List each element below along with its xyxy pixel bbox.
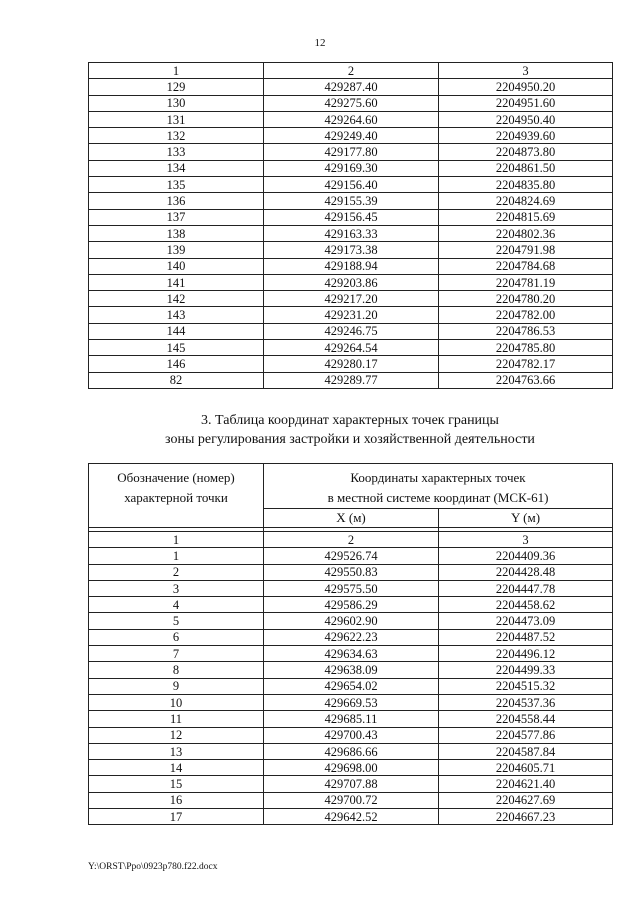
y-coordinate-cell: 2204950.20	[439, 79, 613, 95]
table-row	[89, 307, 613, 323]
table-row	[89, 580, 613, 596]
table-row	[89, 776, 613, 792]
table-row	[89, 613, 613, 629]
y-coordinate-cell: 2204458.62	[439, 597, 613, 613]
section-title-line-2: зоны регулирования застройки и хозяйственной деятельности	[165, 432, 535, 447]
point-number-cell: 136	[89, 193, 264, 209]
y-coordinate-cell: 2204428.48	[439, 564, 613, 580]
point-number-cell: 131	[89, 111, 264, 127]
table-row	[89, 678, 613, 694]
x-coordinate-cell: 429287.40	[264, 79, 439, 95]
header-text: Координаты характерных точек	[350, 470, 526, 485]
y-coordinate-cell: 2204824.69	[439, 193, 613, 209]
point-number-cell: 129	[89, 79, 264, 95]
x-coordinate-cell: 429246.75	[264, 323, 439, 339]
table-row	[89, 760, 613, 776]
point-number-cell: 6	[89, 629, 264, 645]
point-number-cell: 1	[89, 548, 264, 564]
table-row	[89, 291, 613, 307]
point-number-cell: 4	[89, 597, 264, 613]
table-row	[89, 646, 613, 662]
y-coordinate-cell: 2204621.40	[439, 776, 613, 792]
x-coordinate-cell: 429173.38	[264, 242, 439, 258]
table-row	[89, 372, 613, 388]
y-coordinate-cell: 2204782.17	[439, 356, 613, 372]
point-number-cell: 82	[89, 372, 264, 388]
point-designation-header	[89, 464, 264, 528]
y-coordinate-cell: 2204780.20	[439, 291, 613, 307]
table-row	[89, 79, 613, 95]
y-coordinate-cell: 2204950.40	[439, 111, 613, 127]
x-coordinate-cell: 429264.54	[264, 340, 439, 356]
table-row	[89, 95, 613, 111]
table-row	[89, 792, 613, 808]
y-coordinate-cell: 2204473.09	[439, 613, 613, 629]
table-row	[89, 209, 613, 225]
point-number-cell: 17	[89, 809, 264, 825]
column-number-1: 1	[89, 63, 264, 79]
point-number-cell: 140	[89, 258, 264, 274]
x-header: X (м)	[264, 509, 439, 528]
point-number-cell: 2	[89, 564, 264, 580]
y-coordinate-cell: 2204861.50	[439, 160, 613, 176]
table-header-row	[89, 63, 613, 79]
x-coordinate-cell: 429634.63	[264, 646, 439, 662]
column-number-1: 1	[89, 532, 264, 548]
table-row	[89, 694, 613, 710]
y-coordinate-cell: 2204515.32	[439, 678, 613, 694]
table-row	[89, 177, 613, 193]
x-coordinate-cell: 429156.40	[264, 177, 439, 193]
table-header-row	[89, 464, 613, 509]
table-body	[89, 548, 613, 825]
x-coordinate-cell: 429602.90	[264, 613, 439, 629]
point-number-cell: 16	[89, 792, 264, 808]
y-coordinate-cell: 2204835.80	[439, 177, 613, 193]
y-coordinate-cell: 2204785.80	[439, 340, 613, 356]
point-number-cell: 144	[89, 323, 264, 339]
point-number-cell: 10	[89, 694, 264, 710]
point-number-cell: 135	[89, 177, 264, 193]
point-number-cell: 143	[89, 307, 264, 323]
table-row	[89, 144, 613, 160]
table-row	[89, 258, 613, 274]
y-coordinate-cell: 2204815.69	[439, 209, 613, 225]
x-coordinate-cell: 429289.77	[264, 372, 439, 388]
x-coordinate-cell: 429686.66	[264, 743, 439, 759]
y-coordinate-cell: 2204784.68	[439, 258, 613, 274]
x-coordinate-cell: 429685.11	[264, 711, 439, 727]
x-coordinate-cell: 429275.60	[264, 95, 439, 111]
x-coordinate-cell: 429638.09	[264, 662, 439, 678]
y-coordinate-cell: 2204587.84	[439, 743, 613, 759]
table-row	[89, 128, 613, 144]
table-row	[89, 711, 613, 727]
table-row	[89, 356, 613, 372]
column-numbering-row	[89, 532, 613, 548]
header-text: Обозначение (номер)	[117, 470, 235, 485]
section-title-line-1: 3. Таблица координат характерных точек границы	[201, 413, 499, 428]
y-coordinate-cell: 2204951.60	[439, 95, 613, 111]
column-number-2: 2	[264, 532, 439, 548]
x-coordinate-cell: 429169.30	[264, 160, 439, 176]
table-row	[89, 564, 613, 580]
point-number-cell: 130	[89, 95, 264, 111]
table-row	[89, 242, 613, 258]
header-text: характерной точки	[124, 490, 228, 505]
x-coordinate-cell: 429280.17	[264, 356, 439, 372]
x-coordinate-cell: 429231.20	[264, 307, 439, 323]
point-number-cell: 133	[89, 144, 264, 160]
point-number-cell: 5	[89, 613, 264, 629]
y-coordinate-cell: 2204496.12	[439, 646, 613, 662]
y-coordinate-cell: 2204447.78	[439, 580, 613, 596]
y-coordinate-cell: 2204802.36	[439, 225, 613, 241]
x-coordinate-cell: 429249.40	[264, 128, 439, 144]
table-row	[89, 340, 613, 356]
x-coordinate-cell: 429586.29	[264, 597, 439, 613]
table-row	[89, 597, 613, 613]
point-number-cell: 12	[89, 727, 264, 743]
point-number-cell: 137	[89, 209, 264, 225]
x-coordinate-cell: 429550.83	[264, 564, 439, 580]
y-coordinate-cell: 2204763.66	[439, 372, 613, 388]
table-row	[89, 548, 613, 564]
point-number-cell: 3	[89, 580, 264, 596]
y-coordinate-cell: 2204537.36	[439, 694, 613, 710]
point-number-cell: 141	[89, 274, 264, 290]
point-number-cell: 142	[89, 291, 264, 307]
y-coordinate-cell: 2204558.44	[439, 711, 613, 727]
table-row	[89, 629, 613, 645]
page-number: 12	[314, 37, 326, 49]
y-coordinate-cell: 2204627.69	[439, 792, 613, 808]
x-coordinate-cell: 429700.43	[264, 727, 439, 743]
table-row	[89, 193, 613, 209]
x-coordinate-cell: 429526.74	[264, 548, 439, 564]
point-number-cell: 9	[89, 678, 264, 694]
x-coordinate-cell: 429155.39	[264, 193, 439, 209]
x-coordinate-cell: 429622.23	[264, 629, 439, 645]
table-row	[89, 743, 613, 759]
x-coordinate-cell: 429642.52	[264, 809, 439, 825]
x-coordinate-cell: 429217.20	[264, 291, 439, 307]
point-number-cell: 7	[89, 646, 264, 662]
point-number-cell: 145	[89, 340, 264, 356]
point-number-cell: 138	[89, 225, 264, 241]
point-number-cell: 14	[89, 760, 264, 776]
column-number-2: 2	[264, 63, 439, 79]
column-number-3: 3	[439, 532, 613, 548]
y-coordinate-cell: 2204409.36	[439, 548, 613, 564]
column-number-3: 3	[439, 63, 613, 79]
x-coordinate-cell: 429669.53	[264, 694, 439, 710]
table-row	[89, 111, 613, 127]
y-coordinate-cell: 2204939.60	[439, 128, 613, 144]
table-row	[89, 160, 613, 176]
table-row	[89, 274, 613, 290]
x-coordinate-cell: 429654.02	[264, 678, 439, 694]
point-number-cell: 139	[89, 242, 264, 258]
x-coordinate-cell: 429700.72	[264, 792, 439, 808]
y-coordinate-cell: 2204667.23	[439, 809, 613, 825]
y-coordinate-cell: 2204605.71	[439, 760, 613, 776]
y-coordinate-cell: 2204781.19	[439, 274, 613, 290]
y-coordinate-cell: 2204487.52	[439, 629, 613, 645]
point-number-cell: 132	[89, 128, 264, 144]
point-number-cell: 146	[89, 356, 264, 372]
point-number-cell: 13	[89, 743, 264, 759]
y-coordinate-cell: 2204791.98	[439, 242, 613, 258]
x-coordinate-cell: 429177.80	[264, 144, 439, 160]
point-number-cell: 134	[89, 160, 264, 176]
table-row	[89, 727, 613, 743]
y-coordinate-cell: 2204782.00	[439, 307, 613, 323]
y-coordinate-cell: 2204873.80	[439, 144, 613, 160]
point-number-cell: 8	[89, 662, 264, 678]
x-coordinate-cell: 429264.60	[264, 111, 439, 127]
point-number-cell: 15	[89, 776, 264, 792]
table-body	[89, 79, 613, 389]
table-row	[89, 662, 613, 678]
coordinates-header	[264, 464, 613, 509]
x-coordinate-cell: 429156.45	[264, 209, 439, 225]
y-coordinate-cell: 2204786.53	[439, 323, 613, 339]
x-coordinate-cell: 429188.94	[264, 258, 439, 274]
boundary-coordinates-table	[88, 463, 613, 825]
table-row	[89, 225, 613, 241]
x-coordinate-cell: 429698.00	[264, 760, 439, 776]
table-row	[89, 323, 613, 339]
x-coordinate-cell: 429707.88	[264, 776, 439, 792]
x-coordinate-cell: 429203.86	[264, 274, 439, 290]
y-coordinate-cell: 2204499.33	[439, 662, 613, 678]
header-text: в местной системе координат (МСК-61)	[327, 490, 549, 505]
section-title	[0, 411, 640, 449]
point-number-cell: 11	[89, 711, 264, 727]
coordinates-table-continued	[88, 62, 613, 389]
table-row	[89, 809, 613, 825]
x-coordinate-cell: 429163.33	[264, 225, 439, 241]
x-coordinate-cell: 429575.50	[264, 580, 439, 596]
y-header: Y (м)	[439, 509, 613, 528]
y-coordinate-cell: 2204577.86	[439, 727, 613, 743]
file-path-footer: Y:\ORST\Ppo\0923p780.f22.docx	[88, 862, 218, 872]
